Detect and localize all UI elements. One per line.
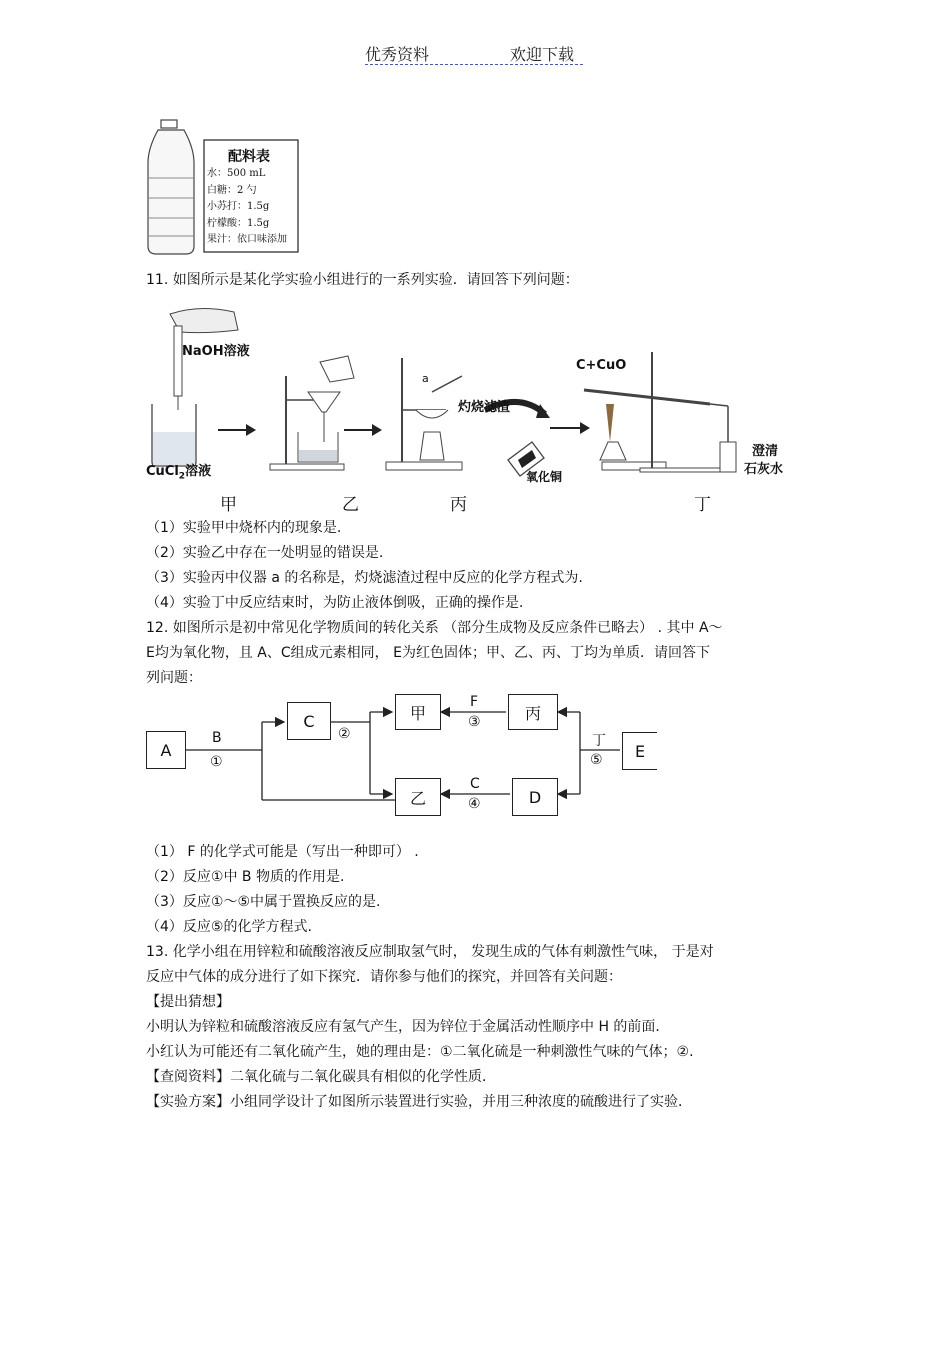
q11-sub-4: （4）实验丁中反应结束时，为防止液体倒吸，正确的操作是. bbox=[146, 595, 524, 611]
q13-line-1: 13. 化学小组在用锌粒和硫酸溶液反应制取氢气时， 发现生成的气体有刺激性气味， 于是对 bbox=[146, 944, 714, 960]
burn-residue-label: 灼烧滤渣 bbox=[458, 400, 511, 415]
label-reaction-2: ② bbox=[338, 726, 351, 742]
label-F: F bbox=[470, 694, 479, 710]
q12-sub-2: （2）反应①中 B 物质的作用是. bbox=[146, 869, 345, 885]
label-ding: 丁 bbox=[592, 733, 606, 749]
q11-apparatus-figure bbox=[140, 292, 795, 514]
cucl2-tail: 溶液 bbox=[185, 464, 212, 479]
q13-line-3: 【提出猜想】 bbox=[146, 994, 230, 1010]
copper-oxide-label: 氧化铜 bbox=[526, 470, 563, 484]
caption-yi: 乙 bbox=[342, 495, 359, 515]
label-C-arrow: C bbox=[470, 776, 480, 792]
q12-sub-4: （4）反应⑤的化学方程式. bbox=[146, 919, 312, 935]
q12-sub-1: （1） F 的化学式可能是（写出一种即可） . bbox=[146, 844, 419, 860]
q13-line-6: 【查阅资料】二氧化硫与二氧化碳具有相似的化学性质． bbox=[146, 1069, 496, 1085]
header-underline bbox=[365, 64, 583, 65]
ingredient-row: 小苏打：1.5g bbox=[207, 201, 270, 212]
header-left: 优秀资料 bbox=[365, 45, 430, 64]
ingredient-row: 白糖：2 勺 bbox=[207, 184, 257, 196]
cucl2-label bbox=[146, 460, 211, 482]
q13-line-5: 小红认为可能还有二氧化硫产生，她的理由是：①二氧化硫是一种刺激性气味的气体；②. bbox=[146, 1044, 694, 1060]
caption-bing: 丙 bbox=[450, 495, 467, 515]
cucl2-main: CuCl bbox=[146, 464, 179, 479]
caption-jia: 甲 bbox=[220, 495, 237, 515]
node-E: E bbox=[622, 732, 657, 770]
q11-stem: 11. 如图所示是某化学实验小组进行的一系列实验．请回答下列问题： bbox=[146, 272, 579, 288]
q13-line-4: 小明认为锌粒和硫酸溶液反应有氢气产生，因为锌位于金属活动性顺序中 H 的前面． bbox=[146, 1019, 670, 1035]
q12-stem-3: 列问题： bbox=[146, 670, 202, 686]
node-A: A bbox=[146, 731, 186, 769]
q11-sub-1: （1）实验甲中烧杯内的现象是. bbox=[146, 520, 342, 536]
instrument-a-label: a bbox=[422, 372, 429, 385]
naoh-label: NaOH溶液 bbox=[182, 344, 250, 359]
q12-stem-2: E均为氧化物，且 A、C组成元素相同， E为红色固体；甲、乙、丙、丁均为单质．请回答下 bbox=[146, 645, 710, 661]
bottle-figure bbox=[140, 118, 305, 258]
node-yi: 乙 bbox=[395, 778, 441, 816]
header-right: 欢迎下载 bbox=[510, 45, 575, 64]
label-reaction-5: ⑤ bbox=[590, 752, 603, 768]
ingredient-title: 配料表 bbox=[228, 149, 270, 165]
limewater-label-1: 澄清 bbox=[752, 444, 779, 459]
q11-sub-3: （3）实验丙中仪器 a 的名称是，灼烧滤渣过程中反应的化学方程式为. bbox=[146, 570, 583, 586]
caption-ding: 丁 bbox=[694, 495, 711, 515]
ingredient-row: 果汁：依口味添加 bbox=[207, 234, 287, 245]
q13-line-7: 【实验方案】小组同学设计了如图所示装置进行实验，并用三种浓度的硫酸进行了实验． bbox=[146, 1094, 692, 1110]
limewater-label-2: 石灰水 bbox=[744, 462, 784, 477]
q12-sub-3: （3）反应①～⑤中属于置换反应的是. bbox=[146, 894, 381, 910]
cucl2-subscript: 2 bbox=[178, 471, 186, 482]
q12-conversion-diagram bbox=[140, 684, 660, 824]
ingredient-row: 柠檬酸：1.5g bbox=[207, 217, 270, 229]
c-cuo-label: C+CuO bbox=[576, 358, 627, 373]
ingredient-row: 水：500 mL bbox=[207, 168, 266, 179]
node-C: C bbox=[287, 702, 331, 740]
node-bing: 丙 bbox=[508, 694, 558, 730]
label-reaction-4: ④ bbox=[468, 796, 481, 812]
q12-stem-1: 12. 如图所示是初中常见化学物质间的转化关系 （部分生成物及反应条件已略去） . 其中 A～ bbox=[146, 620, 723, 636]
node-D: D bbox=[512, 778, 558, 816]
q13-line-2: 反应中气体的成分进行了如下探究．请你参与他们的探究，并回答有关问题： bbox=[146, 969, 622, 985]
label-reaction-1: ① bbox=[210, 754, 223, 770]
label-B: B bbox=[212, 730, 222, 746]
node-jia: 甲 bbox=[395, 694, 441, 730]
ingredient-list bbox=[207, 166, 287, 249]
label-reaction-3: ③ bbox=[468, 714, 481, 730]
q11-sub-2: （2）实验乙中存在一处明显的错误是. bbox=[146, 545, 384, 561]
